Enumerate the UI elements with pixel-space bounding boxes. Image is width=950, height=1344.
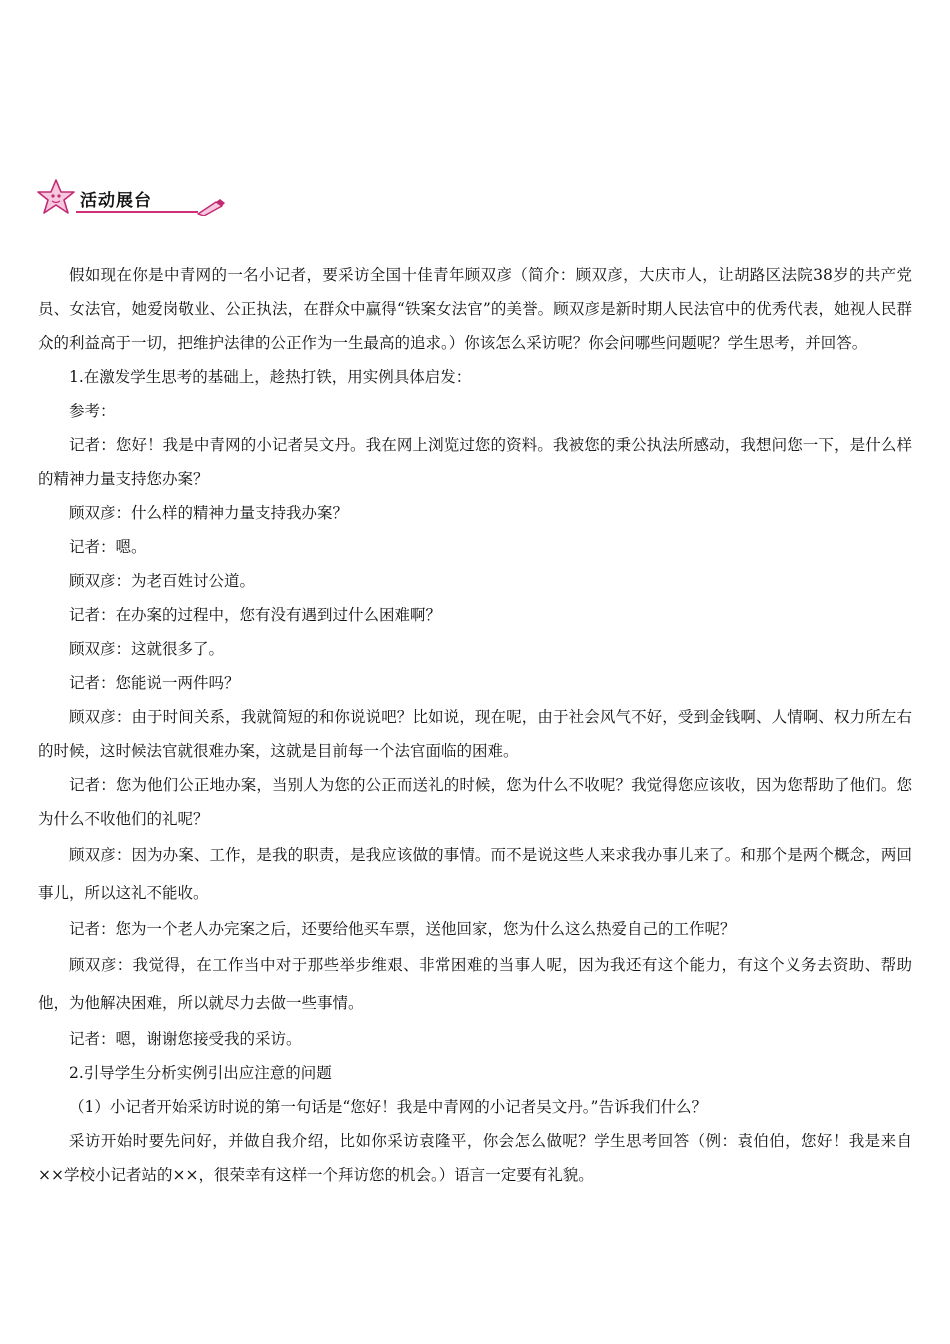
dialogue-line: 记者：在办案的过程中，您有没有遇到过什么困难啊？	[69, 606, 442, 624]
dialogue-line: 顾双彦：什么样的精神力量支持我办案？	[69, 504, 349, 522]
dialogue-line: 记者：嗯，谢谢您接受我的采访。	[69, 1030, 302, 1048]
dialogue-line: 顾双彦：由于时间关系，我就简短的和你说说吧？比如说，现在呢，由于社会风气不好，受到金钱啊、人情啊、权力所左右的时候，这时候法官就很难办案，这就是目前每一个法官面临的困难。	[38, 708, 912, 760]
dialogue-line: 顾双彦：为老百姓讨公道。	[69, 572, 256, 590]
paragraph-step-2: 2.引导学生分析实例引出应注意的问题	[69, 1064, 332, 1082]
dialogue-line: 记者：您为一个老人办完案之后，还要给他买车票，送他回家，您为什么这么热爱自己的工作呢？	[69, 920, 736, 938]
dialogue-line: 顾双彦：因为办案、工作，是我的职责，是我应该做的事情。而不是说这些人来求我办事儿来了。和那个是两个概念，两回事儿，所以这礼不能收。	[38, 846, 912, 902]
paragraph-answer-1: 采访开始时要先问好，并做自我介绍，比如你采访袁隆平，你会怎么做呢？学生思考回答（例：袁伯伯，您好！我是来自××学校小记者站的××，很荣幸有这样一个拜访您的机会。）语言一定要有礼貌。	[38, 1132, 912, 1184]
dialogue-line: 记者：嗯。	[69, 538, 147, 556]
section-title: 活动展台	[80, 191, 152, 211]
dialogue-line: 记者：您为他们公正地办案，当别人为您的公正而送礼的时候，您为什么不收呢？我觉得您应该收，因为您帮助了他们。您为什么不收他们的礼呢？	[38, 776, 912, 828]
dialogue-line: 顾双彦：我觉得，在工作当中对于那些举步维艰、非常困难的当事人呢，因为我还有这个能力，有这个义务去资助、帮助他，为他解决困难，所以就尽力去做一些事情。	[38, 956, 912, 1012]
dialogue-line: 记者：您能说一两件吗？	[69, 674, 240, 692]
header-underline	[76, 211, 198, 213]
paragraph-step-1: 1.在激发学生思考的基础上，趁热打铁，用实例具体启发：	[69, 368, 472, 386]
dialogue-line: 顾双彦：这就很多了。	[69, 640, 225, 658]
section-header	[36, 178, 206, 218]
paragraph-question-1: （1）小记者开始采访时说的第一句话是“您好！我是中青网的小记者吴文丹。”告诉我们什么？	[69, 1098, 707, 1116]
paragraph-intro: 假如现在你是中青网的一名小记者，要采访全国十佳青年顾双彦（简介：顾双彦，大庆市人，让胡路区法院38岁的共产党员、女法官，她爱岗敬业、公正执法，在群众中赢得“铁案女法官”的美誉。顾双彦是新时期人民法官中的优秀代表，她视人民群众的利益高于一切，把维护法律的公正作为一生最高的追求。）你该怎么采访呢？你会问哪些问题呢？学生思考，并回答。	[38, 266, 912, 352]
article-body	[38, 258, 912, 1192]
dialogue-line: 记者：您好！我是中青网的小记者吴文丹。我在网上浏览过您的资料。我被您的秉公执法所感动，我想问您一下，是什么样的精神力量支持您办案？	[38, 436, 912, 488]
paragraph-reference: 参考：	[69, 402, 116, 420]
star-icon	[36, 178, 80, 218]
pen-icon	[196, 198, 226, 216]
